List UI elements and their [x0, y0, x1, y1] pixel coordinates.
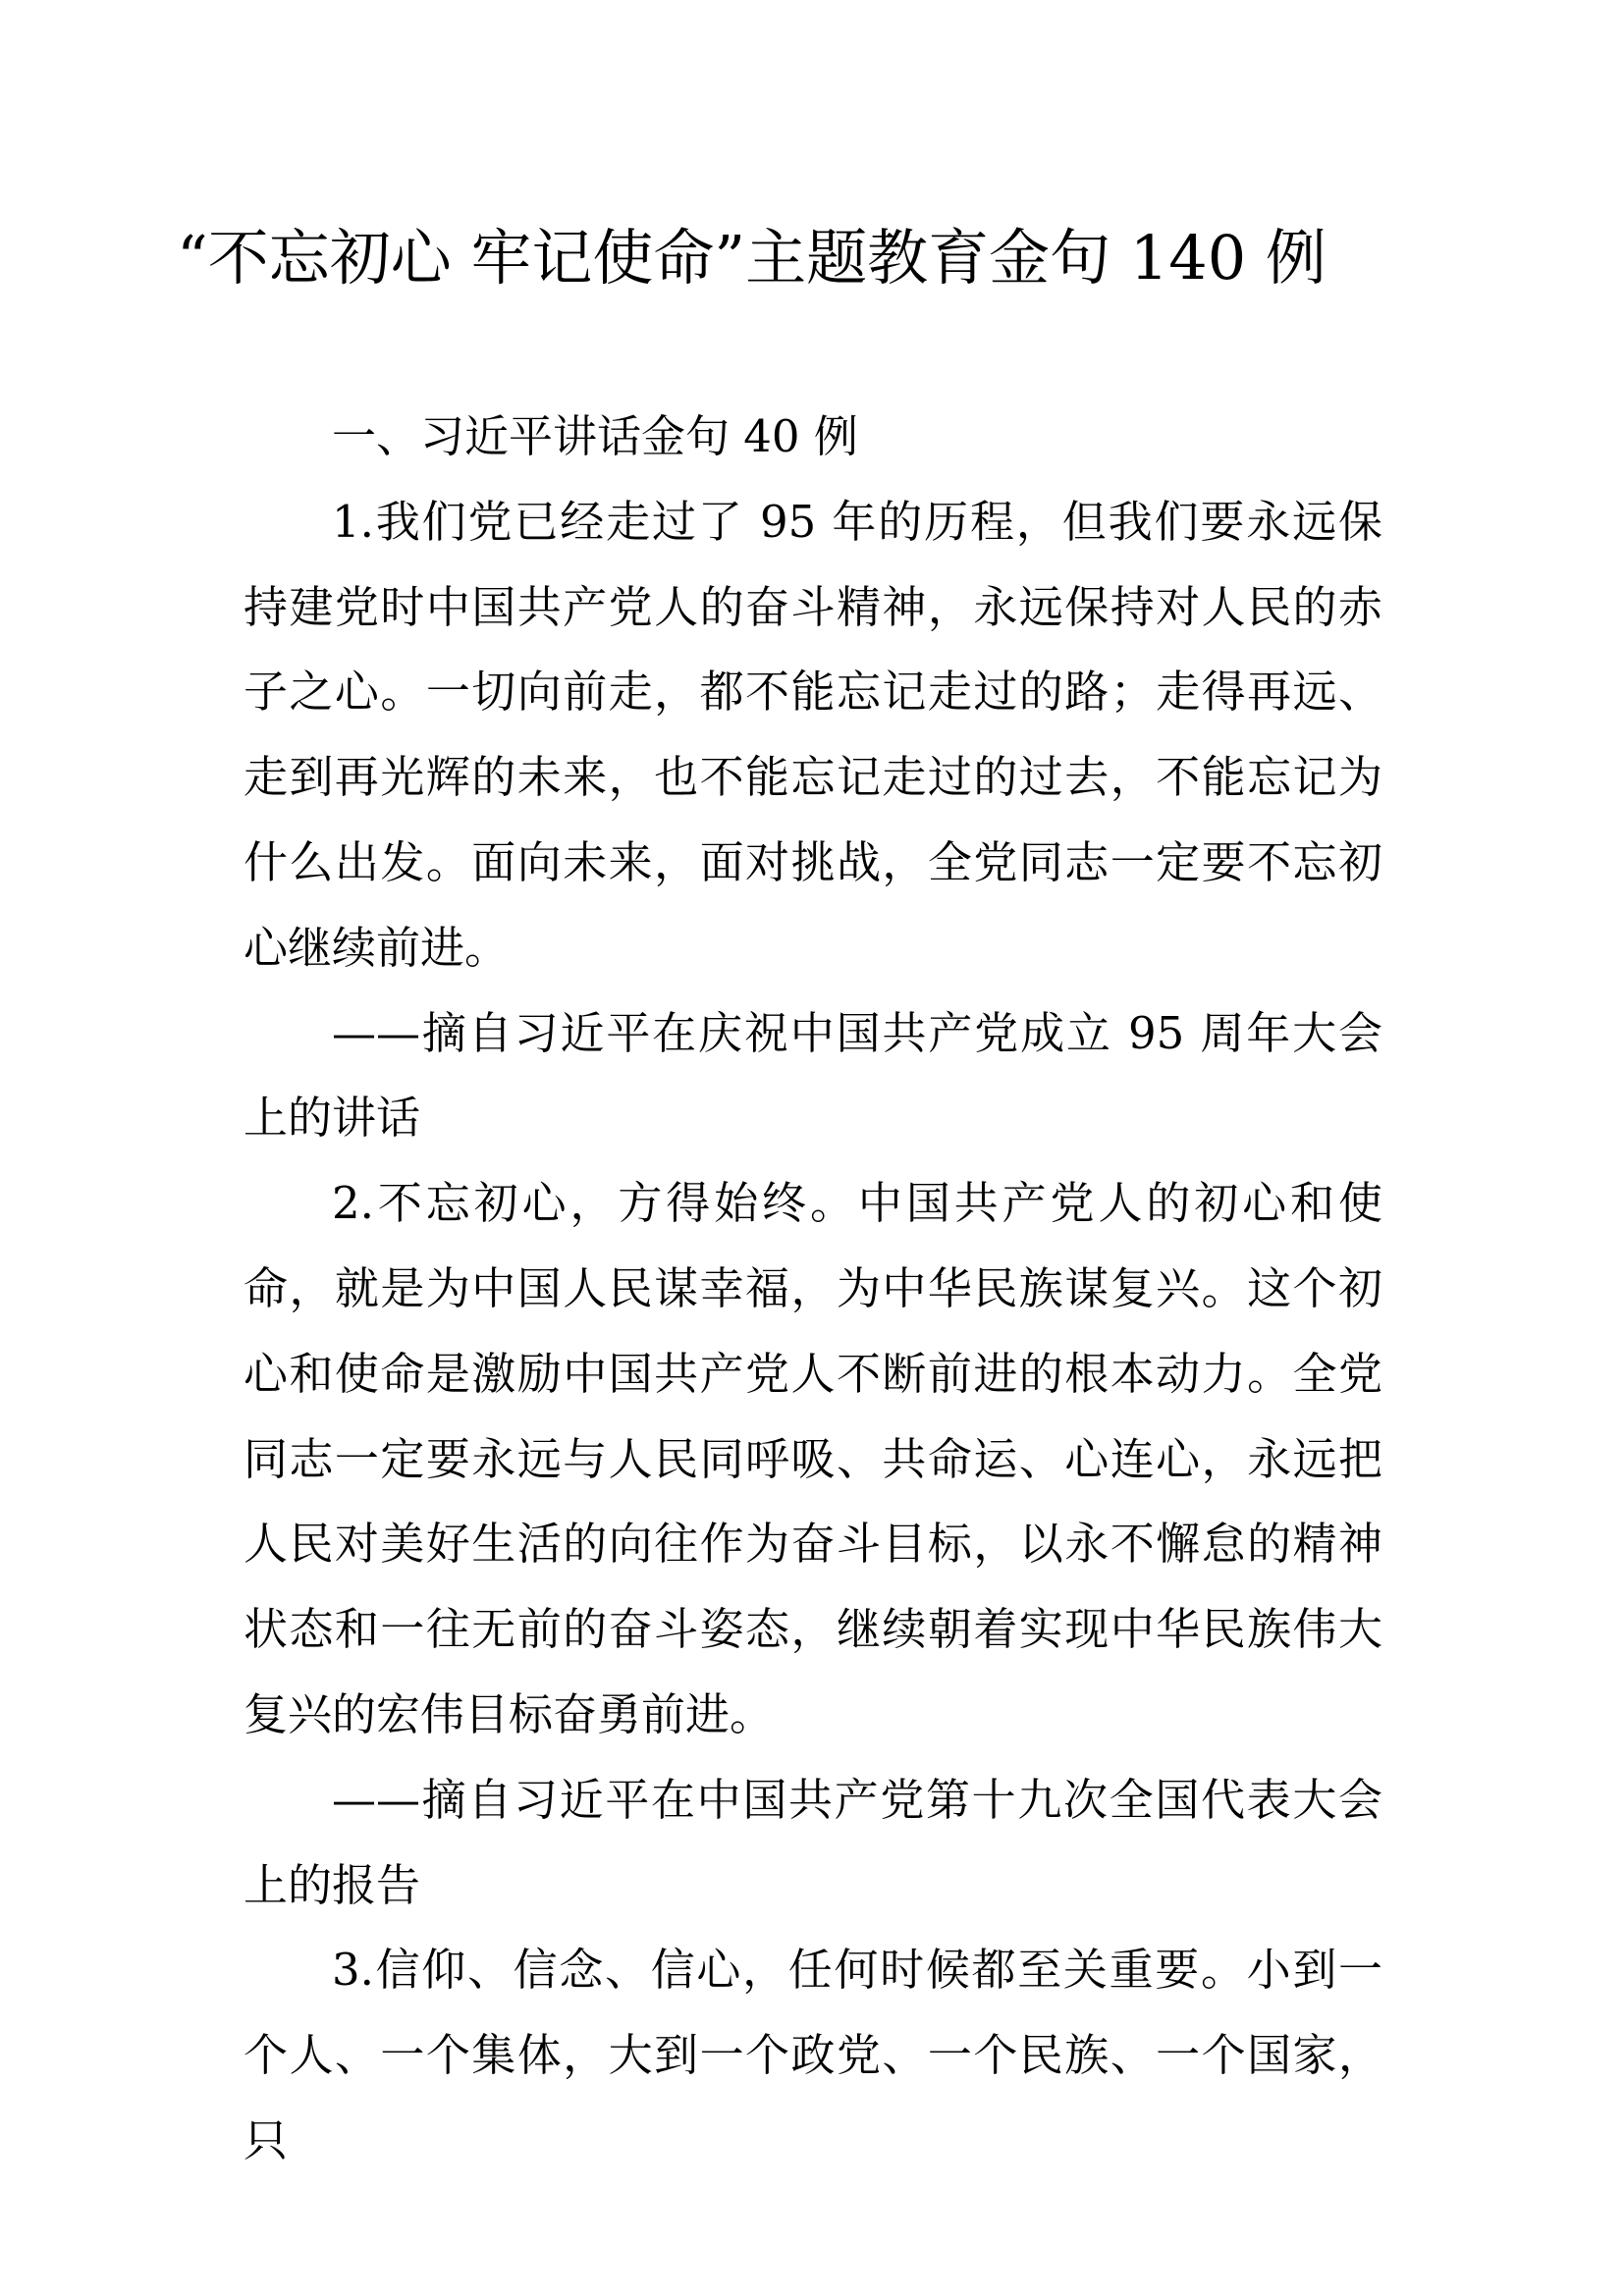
paragraph-source-1: ——摘自习近平在庆祝中国共产党成立 95 周年大会上的讲话: [244, 1006, 1382, 1145]
document-body: [244, 395, 1382, 2184]
section-heading: 一、习近平讲话金句 40 例: [332, 410, 858, 462]
paragraph-quote-2: 2.不忘初心，方得始终。中国共产党人的初心和使命，就是为中国人民谋幸福，为中华民族谋复兴。这个初心和使命是激励中国共产党人不断前进的根本动力。全党同志一定要永远与人民同呼吸、共命运、心连心，永远把人民对美好生活的向往作为奋斗目标，以永不懈怠的精神状态和一往无前的奋斗姿态，继续朝着实现中华民族伟大复兴的宏伟目标奋勇前进。: [244, 1177, 1382, 1740]
document-title: “不忘初心 牢记使命”主题教育金句 140 例: [177, 222, 1326, 294]
paragraph-quote-1: 1.我们党已经走过了 95 年的历程，但我们要永远保持建党时中国共产党人的奋斗精神，永远保持对人民的赤子之心。一切向前走，都不能忘记走过的路；走得再远、走到再光辉的未来，也不能忘记走过的过去，不能忘记为什么出发。面向未来，面对挑战，全党同志一定要不忘初心继续前进。: [244, 495, 1382, 974]
paragraph-quote-3: 3.信仰、信念、信心，任何时候都至关重要。小到一个人、一个集体，大到一个政党、一个民族、一个国家，只: [244, 1944, 1382, 2166]
paragraph-source-2: ——摘自习近平在中国共产党第十九次全国代表大会上的报告: [244, 1773, 1382, 1911]
